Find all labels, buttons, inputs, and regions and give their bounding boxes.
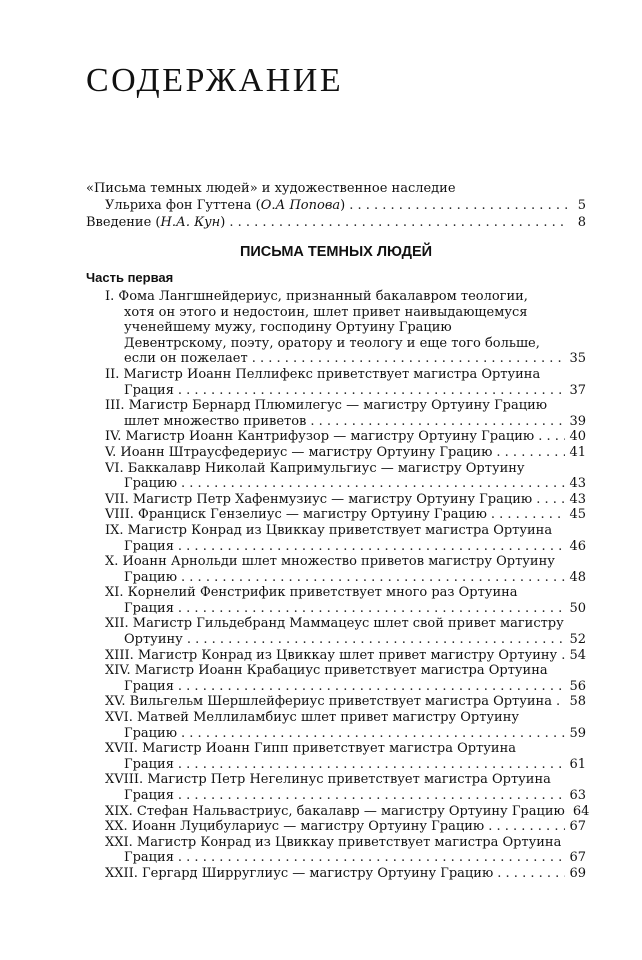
toc-entry-text: VII. Магистр Петр Хафенмузиус — магистру Ортуину Грацию — [105, 491, 533, 507]
toc-entry-line: XXI. Магистр Конрад из Цвиккау приветствует магистра Ортуина — [105, 834, 562, 850]
dot-leader — [310, 414, 565, 430]
dot-leader — [178, 757, 566, 773]
dot-leader — [229, 214, 568, 231]
dot-leader — [538, 429, 565, 445]
toc-entry[interactable] — [105, 616, 586, 647]
toc-entry-last-line — [105, 429, 586, 445]
toc-entry[interactable] — [105, 648, 586, 664]
toc-page-number: 46 — [569, 538, 586, 554]
toc-entry-text: Введение (Н.А. Кун) — [86, 215, 226, 230]
toc-entry-line: III. Магистр Бернард Плюмилегус — магистру Ортуину Грацию — [105, 398, 548, 414]
toc-entry-text: Грацию — [124, 569, 178, 585]
toc-entry-text: V. Иоанн Штраусфедериус — магистру Ортуину Грацию — [105, 444, 493, 460]
toc-page-number: 54 — [569, 647, 586, 663]
toc-entry-last-line — [86, 214, 586, 231]
dot-leader — [178, 383, 566, 399]
toc-list — [105, 289, 590, 882]
toc-entry-text: Грация — [124, 788, 174, 803]
toc-page-number: 52 — [569, 632, 586, 648]
toc-entry[interactable] — [105, 819, 586, 835]
toc-entry-text: Ортуину — [124, 632, 183, 648]
toc-entry[interactable] — [105, 803, 590, 820]
toc-entry-last-line — [86, 197, 586, 214]
toc-entry[interactable] — [105, 710, 586, 741]
toc-entry-text: Грацию — [124, 725, 178, 741]
dot-leader — [178, 788, 566, 804]
toc-page-number: 39 — [569, 413, 586, 429]
toc-entry-line: XVII. Магистр Иоанн Гипп приветствует магистра Ортуина — [105, 741, 516, 757]
toc-entry-line: «Письма темных людей» и художественное наследие — [86, 181, 456, 196]
toc-entry-text: XXII. Гергард Ширруглиус — магистру Ортуину Грацию — [105, 865, 494, 881]
dot-leader — [561, 648, 565, 664]
toc-entry-text: Ульриха фон Гуттена (О.А Попова) — [105, 198, 346, 213]
part-heading: Часть первая — [86, 270, 174, 285]
toc-page-number: 59 — [569, 725, 586, 741]
toc-entry-text: Грация — [124, 600, 174, 616]
dot-leader — [556, 694, 565, 710]
toc-entry-line: хотя он этого и недостоин, шлет привет наивыдающемуся — [124, 304, 528, 320]
toc-entry-text: Грацию — [124, 476, 178, 492]
dot-leader — [178, 601, 566, 617]
toc-entry[interactable] — [105, 663, 586, 694]
toc-entry-line: IX. Магистр Конрад из Цвиккау приветствует магистра Ортуина — [105, 522, 553, 538]
toc-entry[interactable] — [105, 398, 586, 429]
toc-entry-text: Грация — [124, 850, 174, 866]
toc-entry-line: Девентрскому, поэту, оратору и теологу и еще того больше, — [124, 335, 540, 351]
toc-entry[interactable] — [105, 585, 586, 616]
toc-entry-text: XV. Вильгельм Шершлейфериус приветствует магистра Ортуина — [105, 694, 552, 710]
dot-leader — [178, 850, 566, 866]
dot-leader — [252, 351, 566, 367]
dot-leader — [181, 570, 565, 586]
toc-entry[interactable] — [105, 866, 586, 882]
toc-entry-last-line — [105, 539, 586, 555]
toc-entry[interactable] — [105, 367, 586, 398]
toc-entry[interactable] — [105, 694, 586, 710]
toc-entry-last-line — [105, 632, 586, 648]
section-heading: ПИСЬМА ТЕМНЫХ ЛЮДЕЙ — [239, 244, 433, 260]
toc-page-number: 5 — [577, 198, 586, 213]
dot-leader — [488, 819, 565, 835]
toc-entry-line: II. Магистр Иоанн Пеллифекс приветствует магистра Ортуина — [105, 366, 541, 382]
dot-leader — [536, 492, 565, 508]
toc-entry-last-line — [105, 850, 586, 866]
toc-entry-last-line — [105, 788, 586, 804]
toc-entry-line: XVI. Матвей Меллиламбиус шлет привет магистру Ортуину — [105, 710, 520, 726]
toc-entry-line: XVIII. Магистр Петр Негелинус приветствует магистра Ортуина — [105, 772, 551, 788]
toc-page-number: 69 — [569, 865, 586, 881]
toc-entry-author: Н.А. Кун — [160, 215, 221, 230]
toc-entry[interactable] — [105, 492, 586, 508]
toc-entry[interactable] — [105, 835, 586, 866]
dot-leader — [496, 445, 565, 461]
dot-leader — [491, 507, 566, 523]
toc-page-number: 63 — [569, 788, 586, 803]
toc-entry-text: Грация — [124, 538, 174, 554]
toc-entry[interactable] — [105, 429, 586, 445]
toc-entry-last-line — [105, 351, 586, 367]
toc-page-number: 45 — [569, 507, 586, 523]
toc-entry[interactable] — [105, 507, 586, 523]
toc-entry[interactable] — [105, 741, 586, 772]
toc-entry-author: О.А Попова — [260, 198, 341, 213]
toc-entry-last-line — [105, 803, 590, 820]
toc-entry-line: I. Фома Лангшнейдериус, признанный бакалавром теологии, — [105, 289, 528, 304]
toc-page-number: 61 — [569, 756, 586, 772]
toc-entry-line: XIV. Магистр Иоанн Крабациус приветствует магистра Ортуина — [105, 663, 548, 679]
toc-entry-text: если он пожелает — [124, 351, 248, 367]
toc-entry-text: VIII. Франциск Гензелиус — магистру Ортуину Грацию — [105, 507, 487, 523]
toc-page-number: 56 — [569, 678, 586, 694]
toc-entry[interactable] — [105, 554, 586, 585]
dot-leader — [497, 866, 565, 882]
toc-entry-front-1[interactable] — [86, 180, 586, 214]
toc-entry-last-line — [105, 866, 586, 882]
toc-page-number: 40 — [569, 429, 586, 445]
toc-entry-line: XI. Корнелий Фенстрифик приветствует много раз Ортуина — [105, 585, 518, 601]
toc-entry-text: XX. Иоанн Луцибулариус — магистру Ортуину Грацию — [105, 819, 485, 835]
toc-entry-line: VI. Баккалавр Николай Капримульгиус — магистру Ортуину — [105, 460, 525, 476]
toc-entry[interactable] — [105, 289, 586, 367]
toc-page-number: 50 — [569, 600, 586, 616]
toc-entry-last-line — [105, 819, 586, 835]
toc-page-number: 43 — [569, 491, 586, 507]
toc-entry-front-2[interactable] — [86, 214, 586, 231]
toc-entry-last-line — [105, 648, 586, 664]
toc-page-number: 41 — [569, 444, 586, 460]
toc-entry[interactable] — [105, 772, 586, 803]
toc-page-number: 8 — [577, 215, 586, 230]
toc-entry-text: XIII. Магистр Конрад из Цвиккау шлет привет магистру Ортуину — [105, 647, 558, 663]
toc-page-number: 48 — [569, 569, 586, 585]
toc-page-number: 43 — [569, 476, 586, 492]
toc-entry-text: Грация — [124, 678, 174, 694]
toc-entry-text: шлет множество приветов — [124, 413, 307, 429]
toc-entry[interactable] — [105, 461, 586, 492]
toc-page-number: 64 — [572, 803, 590, 819]
toc-entry-last-line — [105, 383, 586, 399]
toc-entry[interactable] — [105, 523, 586, 554]
toc-entry-text: Грация — [124, 756, 174, 772]
toc-entry-text: XIX. Стефан Нальвастриус, бакалавр — магистру Ортуину Грацию — [105, 803, 565, 819]
page-title: СОДЕРЖАНИЕ — [86, 62, 344, 99]
dot-leader — [349, 197, 568, 214]
toc-entry-last-line — [105, 601, 586, 617]
toc-entry-line: XII. Магистр Гильдебранд Маммацеус шлет свой привет магистру — [105, 616, 564, 632]
toc-page-number: 35 — [569, 351, 586, 367]
toc-page-number: 58 — [569, 694, 586, 710]
toc-page-number: 67 — [569, 850, 586, 866]
toc-entry[interactable] — [105, 445, 586, 461]
toc-entry-last-line — [105, 492, 586, 508]
toc-entry-last-line — [105, 476, 586, 492]
toc-entry-last-line — [105, 757, 586, 773]
toc-entry-last-line — [105, 507, 586, 523]
dot-leader — [178, 679, 566, 695]
toc-entry-text: IV. Магистр Иоанн Кантрифузор — магистру Ортуину Грацию — [105, 429, 535, 445]
toc-entry-last-line — [105, 679, 586, 695]
toc-entry-text: Грация — [124, 382, 174, 398]
dot-leader — [187, 632, 566, 648]
toc-page-number: 37 — [569, 382, 586, 398]
toc-page-number: 67 — [569, 819, 586, 835]
toc-entry-last-line — [105, 726, 586, 742]
dot-leader — [181, 476, 565, 492]
front-matter — [86, 180, 586, 231]
toc-entry-line: ученейшему мужу, господину Ортуину Грацию — [124, 320, 452, 336]
toc-entry-line: X. Иоанн Арнольди шлет множество приветов магистру Ортуину — [105, 554, 555, 570]
toc-entry-last-line — [105, 570, 586, 586]
dot-leader — [181, 726, 565, 742]
toc-entry-last-line — [105, 694, 586, 710]
dot-leader — [178, 539, 566, 555]
toc-entry-last-line — [105, 414, 586, 430]
toc-entry-last-line — [105, 445, 586, 461]
